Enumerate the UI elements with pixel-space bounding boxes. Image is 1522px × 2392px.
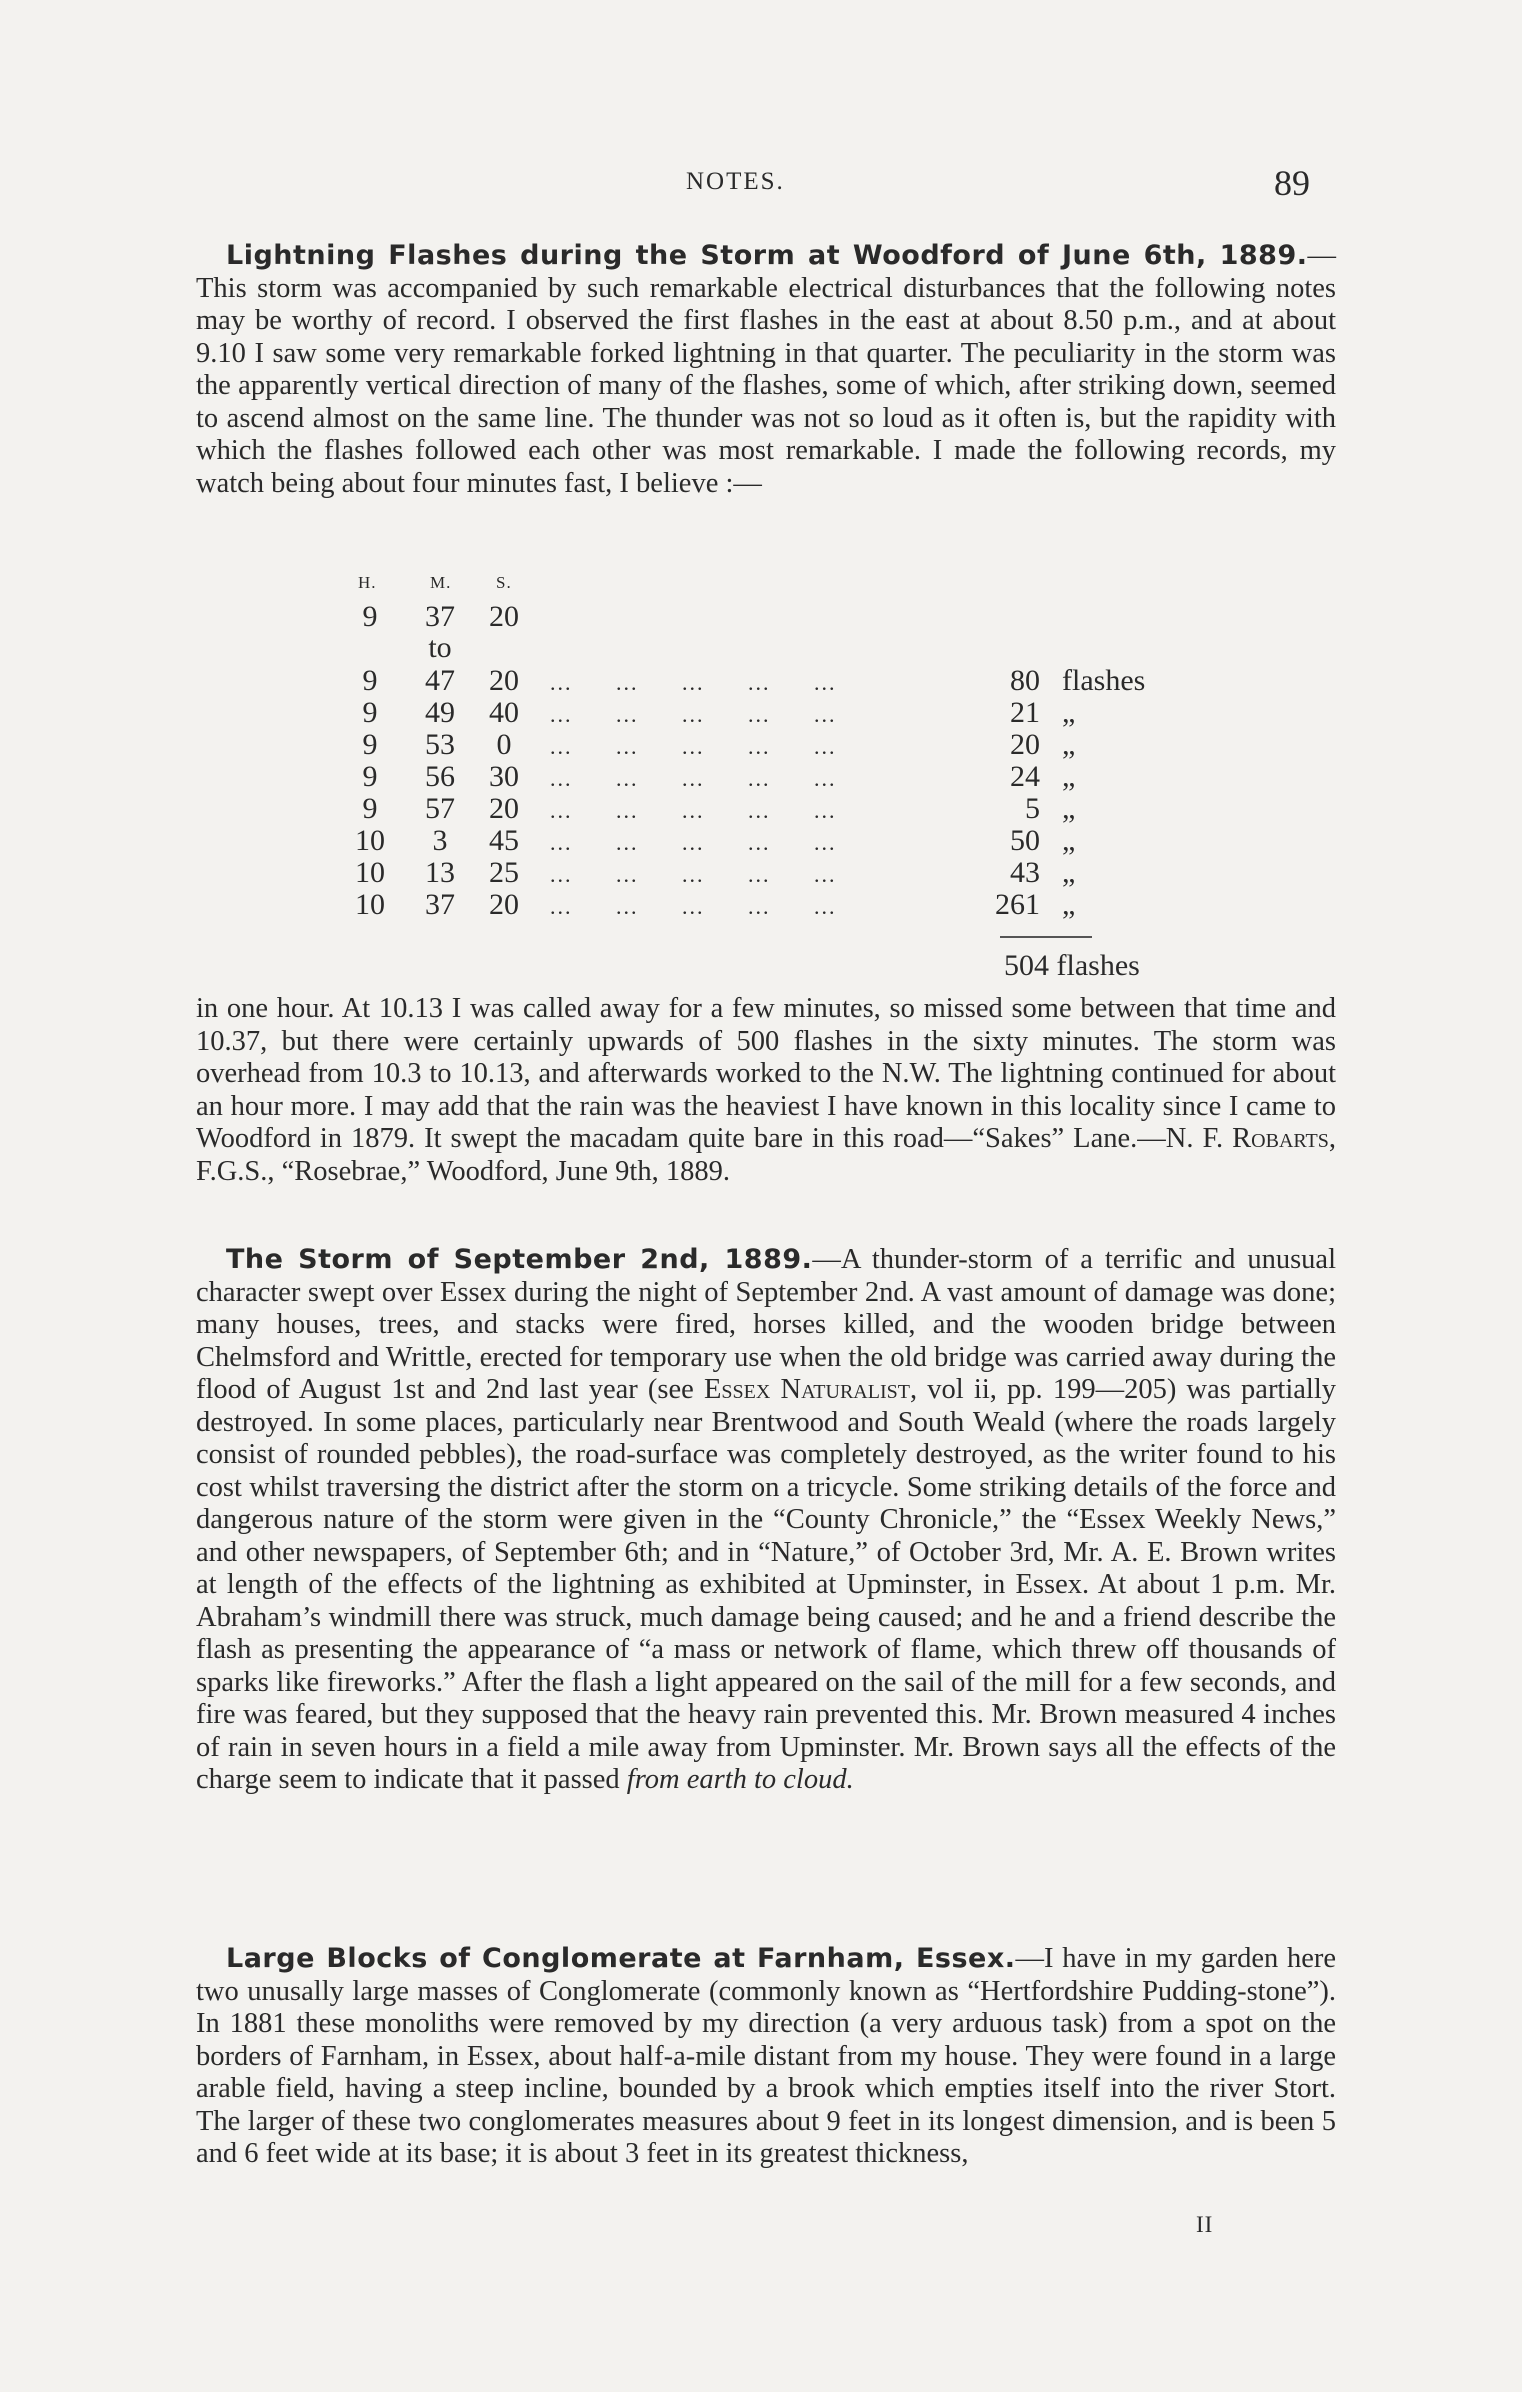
cell-minutes: 57 [425,792,455,825]
leader-dots: ... ... ... ... ... [550,894,837,919]
table-row [350,696,1150,728]
cell-seconds: 20 [489,600,519,633]
cell-unit: flashes [1062,664,1146,697]
cell-seconds: 20 [489,792,519,825]
cell-unit: „ [1062,728,1076,761]
leader-dots: ... ... ... ... ... [550,702,837,727]
cell-seconds: 25 [489,856,519,889]
cell-hours: 9 [362,792,378,825]
cell-minutes: 49 [425,696,455,729]
cell-seconds: 0 [496,728,512,761]
cell-minutes: 53 [425,728,455,761]
paragraph-text: —This storm was accompanied by such remarkable electrical disturbances that the following notes may be worthy of record. I observed the first flashes in the east at about 8.50 p.m., and at about 9.10 I saw some very remarkable forked lightning in that quarter. The peculiarity in the storm was the apparently vertical direction of many of the flashes, some of which, after striking down, seemed to ascend almost on the same line. The thunder was not so loud as it often is, but the rapidity with which the flashes followed each other was most remarkable. I made the following records, my watch being about four minutes fast, I believe :— [196,240,1336,499]
section-heading: The Storm of September 2nd, 1889. [226,1244,813,1275]
cell-minutes: 47 [425,664,455,697]
total-flashes: 504 flashes [1004,949,1140,982]
cell-hours: 10 [355,856,385,889]
cell-count: 43 [1010,856,1040,889]
running-title: NOTES. [686,168,785,195]
author-name: Robarts [1232,1123,1329,1154]
table-row [350,728,1150,760]
leader-dots: ... ... ... ... ... [550,670,837,695]
cell-count: 24 [1010,760,1040,793]
cell-count: 5 [1025,792,1040,825]
cell-count: 50 [1010,824,1040,857]
cell-hours: 10 [355,888,385,921]
cell-hours: 9 [362,696,378,729]
cell-seconds: 30 [489,760,519,793]
cell-minutes: 13 [425,856,455,889]
cell-hours: 9 [362,728,378,761]
cell-minutes: 56 [425,760,455,793]
cell-unit: „ [1062,856,1076,889]
table-row [350,856,1150,888]
section-heading: Lightning Flashes during the Storm at Woodford of June 6th, 1889. [226,240,1308,271]
record-total-row [350,949,1150,981]
record-start-row [350,600,1150,632]
leader-dots: ... ... ... ... ... [550,766,837,791]
table-row [350,888,1150,920]
cell-seconds: 20 [489,888,519,921]
cell-count: 80 [1010,664,1040,697]
column-header-minutes: M. [430,573,452,592]
cell-hours: 9 [362,600,378,633]
leader-dots: ... ... ... ... ... [550,862,837,887]
cell-count: 261 [995,888,1040,921]
signoff-text: , F.G.S., “Rosebrae,” Woodford, June 9th, 1889. [196,1123,1336,1187]
cell-seconds: 40 [489,696,519,729]
journal-name: Essex Naturalist [704,1374,910,1405]
leader-dots: ... ... ... ... ... [550,734,837,759]
cell-unit: „ [1062,888,1076,921]
cell-unit: „ [1062,696,1076,729]
sum-rule [1000,936,1092,938]
cell-hours: 9 [362,760,378,793]
cell-to: to [428,631,452,664]
signature-mark: II [1196,2212,1214,2237]
cell-count: 21 [1010,696,1040,729]
cell-count: 20 [1010,728,1040,761]
column-header-seconds: S. [496,573,512,592]
table-row [350,760,1150,792]
table-row [350,792,1150,824]
running-head [0,163,1522,208]
cell-seconds: 20 [489,664,519,697]
record-to-row [350,631,1150,663]
cell-minutes: 3 [432,824,448,857]
table-row [350,824,1150,856]
page-number: 89 [1274,163,1310,203]
cell-unit: „ [1062,824,1076,857]
paragraph-text: —I have in my garden here two unusally large masses of Conglomerate (commonly known as “Hertfordshire Pudding-stone”). In 1881 these monoliths were removed by my direction (a very arduous task) from a spot on the borders of Farnham, in Essex, about half-a-mile distant from my house. They were found in a large arable field, having a steep incline, bounded by a brook which empties itself into the river Stort. The larger of these two conglomerates measures about 9 feet in its longest dimension, and is been 5 and 6 feet wide at its base; it is about 3 feet in its greatest thickness, [196,1943,1336,2169]
table-row [350,664,1150,696]
cell-minutes: 37 [425,600,455,633]
cell-hours: 9 [362,664,378,697]
section-conglomerate [196,1943,1336,2171]
section-september-storm [196,1244,1336,1797]
column-header-hours: H. [358,573,377,592]
leader-dots: ... ... ... ... ... [550,830,837,855]
cell-hours: 10 [355,824,385,857]
section-lightning-flashes [196,240,1336,500]
cell-minutes: 37 [425,888,455,921]
cell-unit: „ [1062,760,1076,793]
paragraph-text: —A thunder-storm of a terrific and unusual character swept over Essex during the night of September 2nd. A vast amount of damage was done; many houses, trees, and stacks were fired, horses killed, and the wooden bridge between Chelmsford and Writtle, erected for temporary use when the old bridge was carried away during the flood of August 1st and 2nd last year (see [196,1244,1336,1405]
section-lightning-continuation [196,993,1336,1188]
leader-dots: ... ... ... ... ... [550,798,837,823]
italic-phrase: from earth to cloud. [626,1764,854,1795]
paragraph-text: in one hour. At 10.13 I was called away for a few minutes, so missed some between that time and 10.37, but there were certainly upwards of 500 flashes in the sixty minutes. The storm was overhead from 10.3 to 10.13, and afterwards worked to the N.W. The lightning continued for about an hour more. I may add that the rain was the heaviest I have known in this locality since I came to Woodford in 1879. It swept the macadam quite bare in this road—“Sakes” Lane.—N. F. [196,993,1336,1154]
paragraph-text: , vol ii, pp. 199—205) was partially destroyed. In some places, particularly near Brentwood and South Weald (where the roads largely consist of rounded pebbles), the road-surface was completely destroyed, as the writer found to his cost whilst traversing the district after the storm on a tricycle. Some striking details of the force and dangerous nature of the storm were given in the “County Chronicle,” the “Essex Weekly News,” and other newspapers, of September 6th; and in “Nature,” of October 3rd, Mr. A. E. Brown writes at length of the effects of the lightning as exhibited at Upminster, in Essex. At about 1 p.m. Mr. Abraham’s windmill there was struck, much damage being caused; and he and a friend describe the flash as presenting the appearance of “a mass or network of flame, which threw off thousands of sparks like fireworks.” After the flash a light appeared on the sail of the mill for a few seconds, and fire was feared, but they supposed that the heavy rain prevented this. Mr. Brown measured 4 inches of rain in seven hours in a field a mile away from Upminster. Mr. Brown says all the effects of the charge seem to indicate that it passed [196,1374,1337,1795]
section-heading: Large Blocks of Conglomerate at Farnham, Essex. [226,1943,1016,1974]
cell-seconds: 45 [489,824,519,857]
cell-unit: „ [1062,792,1076,825]
